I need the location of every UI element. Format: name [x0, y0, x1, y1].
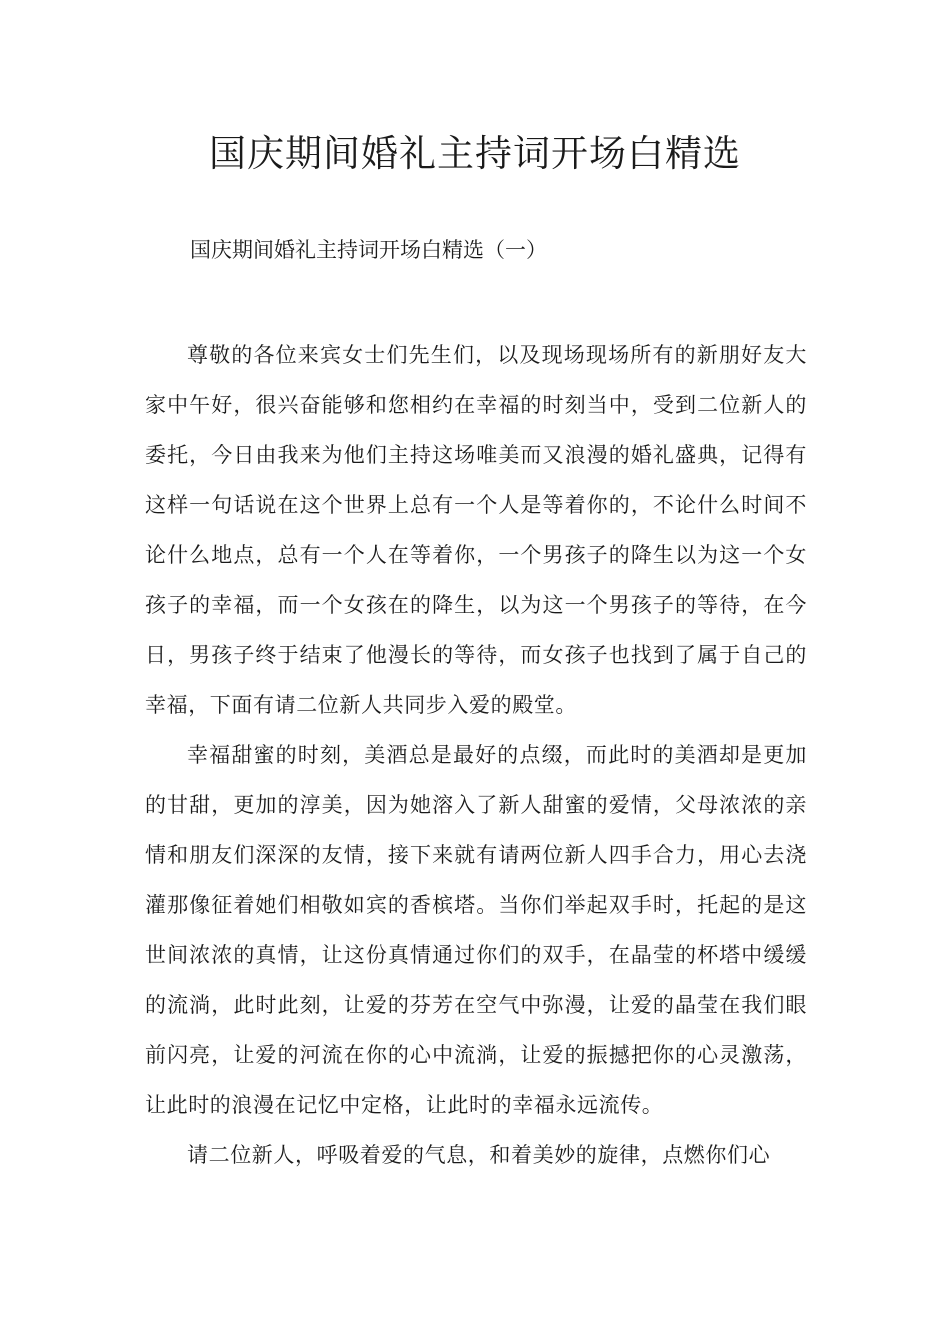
- document-subtitle: 国庆期间婚礼主持词开场白精选（一）: [190, 238, 547, 262]
- paragraph-2: 幸福甜蜜的时刻，美酒总是最好的点缀，而此时的美酒却是更加的甘甜，更加的淳美，因为她溶入了新人甜蜜的爱情，父母浓浓的亲情和朋友们深深的友情，接下来就有请两位新人四手合力，用心去浇灌那像征着她们相敬如宾的香槟塔。当你们举起双手时，托起的是这世间浓浓的真情，让这份真情通过你们的双手，在晶莹的杯塔中缓缓的流淌，此时此刻，让爱的芬芳在空气中弥漫，让爱的晶莹在我们眼前闪亮，让爱的河流在你的心中流淌，让爱的振撼把你的心灵激荡，让此时的浪漫在记忆中定格，让此时的幸福永远流传。: [145, 743, 807, 1117]
- document-title: 国庆期间婚礼主持词开场白精选: [209, 132, 741, 175]
- paragraph-3: 请二位新人，呼吸着爱的气息，和着美妙的旋律，点燃你们心: [187, 1143, 771, 1167]
- document-body: [145, 330, 807, 1180]
- paragraph-1: 尊敬的各位来宾女士们先生们，以及现场现场所有的新朋好友大家中午好，很兴奋能够和您相约在幸福的时刻当中，受到二位新人的委托，今日由我来为他们主持这场唯美而又浪漫的婚礼盛典，记得有这样一句话说在这个世界上总有一个人是等着你的，不论什么时间不论什么地点，总有一个人在等着你，一个男孩子的降生以为这一个女孩子的幸福，而一个女孩在的降生，以为这一个男孩子的等待，在今日，男孩子终于结束了他漫长的等待，而女孩子也找到了属于自己的幸福，下面有请二位新人共同步入爱的殿堂。: [145, 343, 807, 717]
